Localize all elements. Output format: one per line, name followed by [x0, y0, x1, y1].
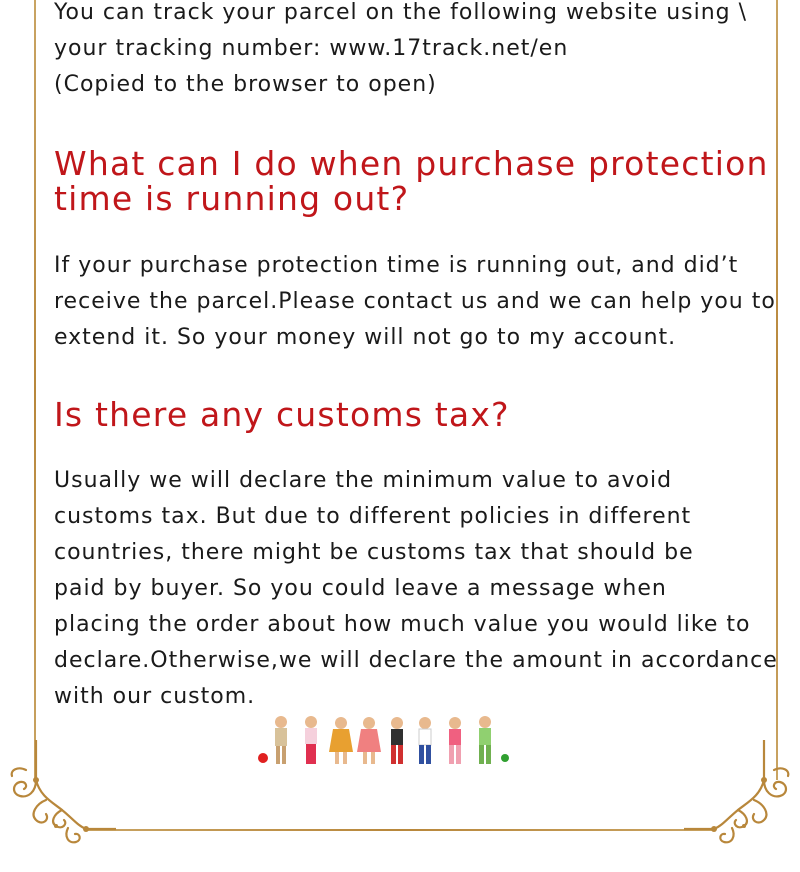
customs-tax-heading: Is there any customs tax? — [54, 395, 510, 434]
frame-bottom-border — [84, 829, 716, 831]
gold-flourish-icon — [6, 740, 116, 850]
customs-tax-paragraph: Usually we will declare the minimum value to avoid customs tax. But due to different policies in different countries, there might be customs tax that should be paid by buyer. So you could leave a message when placing the order about how much value you would like to declare.Otherwise,we will declare the amount in accordance with our custom. — [54, 468, 778, 709]
children-group-illustration — [255, 714, 515, 770]
purchase-protection-paragraph: If your purchase protection time is running out, and did’t receive the parcel.Please contact us and we can help you to extend it. So your money will not go to my account. — [54, 253, 776, 350]
purchase-protection-heading: What can I do when purchase protection time is running out? — [54, 144, 769, 218]
frame-left-border — [34, 0, 36, 780]
gold-flourish-icon — [684, 740, 794, 850]
tracking-paragraph: You can track your parcel on the following website using \ your tracking number: www.17track.net/en (Copied to the browser to open) — [54, 0, 748, 97]
